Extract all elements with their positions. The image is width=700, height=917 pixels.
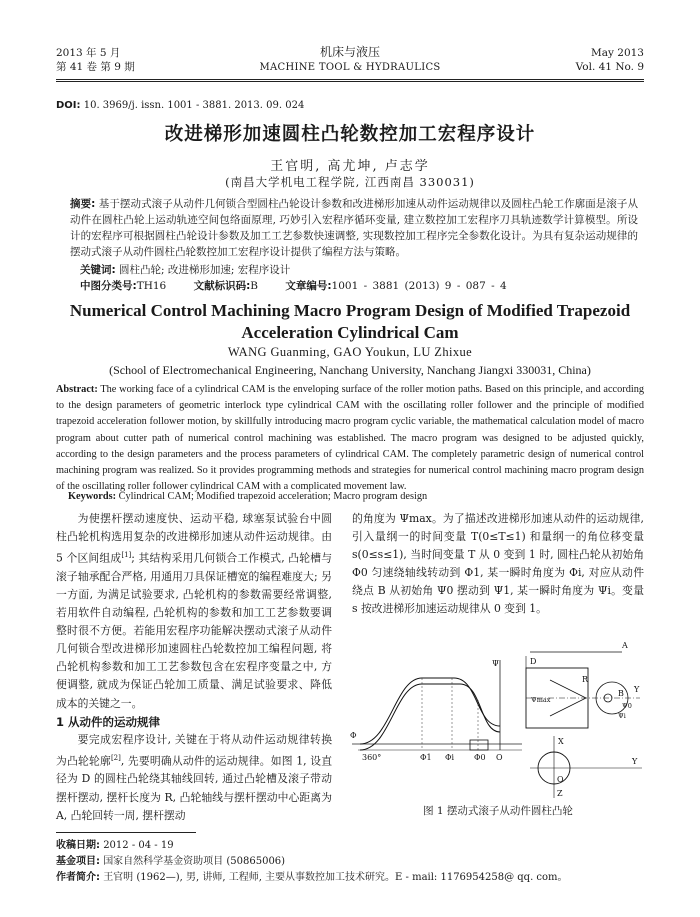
label-Y2: Y — [632, 757, 638, 766]
label-phii: Φi — [445, 753, 455, 762]
paper-title-en-line2: Acceleration Cylindrical Cam — [241, 323, 459, 342]
classification-cn — [80, 278, 529, 293]
received-value: 2012 - 04 - 19 — [103, 840, 174, 851]
clc-value: TH16 — [136, 280, 167, 292]
authors-en: WANG Guanming, GAO Youkun, LU Zhixue — [227, 345, 473, 359]
label-psi0: Ψ0 — [622, 702, 632, 710]
roller-slot — [470, 740, 488, 750]
affiliation-cn: (南昌大学机电工程学院, 江西南昌 330031) — [225, 175, 475, 189]
keywords-cn-text: 圆柱凸轮; 改进梯形加速; 宏程序设计 — [119, 264, 291, 276]
paper-title-en-line1: Numerical Control Machining Macro Program Design of Modified Trapezoid — [69, 301, 631, 320]
author-value: 王官明 (1962—), 男, 讲师, 工程师, 主要从事数控加工技术研究。E - mail: 1176954258@ qq. com。 — [103, 872, 568, 883]
doi-label: DOI: — [56, 100, 81, 111]
paper-title-cn: 改进梯形加速圆柱凸轮数控加工宏程序设计 — [164, 124, 536, 145]
affiliation-en: (School of Electromechanical Engineering, Nanchang University, Nanchang Jiangxi 330031, China) — [109, 363, 591, 377]
motion-curve — [360, 678, 500, 744]
header-rule-thin — [56, 81, 644, 82]
keywords-cn — [80, 262, 290, 277]
body-left-column — [56, 510, 332, 825]
footnote-rule — [56, 832, 196, 833]
label-phi1: Φ1 — [420, 753, 432, 762]
label-Y: Y — [634, 685, 640, 694]
paper-title-en — [0, 300, 700, 344]
section-1-text: 要完成宏程序设计, 关键在于将从动件运动规律转换为凸轮轮廓 — [56, 732, 332, 768]
abstract-en-label: Abstract: — [56, 384, 98, 395]
label-B: B — [618, 689, 624, 698]
label-D: D — [530, 657, 537, 666]
label-phi-axis: Φ — [350, 731, 357, 740]
article-no-label: 文章编号: — [285, 280, 332, 292]
abstract-en-text: The working face of a cylindrical CAM is the enveloping surface of the roller motion paths. Based on this principle, and according to the design parameters of geometric interlock type cylindrical CAM with the oscillating roller follower and the principle of modified trapezoid acceleration follower motion, by skillfully introducing macro program cyclic variable, the mathematical calculation model of macro program about cutter path of numerical control machining was established. The macro program was designed to be adjusted quickly, according to the design parameters and the process parameters of cylindrical CAM. The completely parametric design of numerical control machining program was realized. So it provides programming methods and strategies for numerical control machining macro program design of the oscillating roller follower cylindrical CAM with a complicated movement law. — [56, 384, 644, 493]
footnote-author — [56, 870, 656, 885]
keywords-en-text: Cylindrical CAM; Modified trapezoid acceleration; Macro program design — [118, 491, 428, 502]
body-right-column — [352, 510, 644, 619]
figure-1-caption: 图 1 摆动式滚子从动件圆柱凸轮 — [423, 805, 573, 817]
abstract-cn — [70, 196, 638, 260]
keywords-cn-label: 关键词: — [80, 264, 116, 276]
label-360: 360° — [362, 753, 382, 762]
header-date-en: May 2013 — [590, 47, 644, 59]
header-date: 2013 年 5 月 — [56, 47, 121, 59]
label-X: X — [558, 737, 564, 746]
label-O: O — [496, 753, 503, 762]
right-paragraph: 的角度为 Ψmax。为了描述改进梯形加速从动件的运动规律, 引入量纲一的时间变量 T(0≤T≤1) 和量纲一的角位移变量 s(0≤s≤1), 当时间变量 T 从 0 变到 1 时, 圆柱凸轮从初始角 Φ0 匀速绕轴线转动到 Φ1, 某一瞬时角度为 Φi, 对应从动件绕点 B 从初始角 Ψ0 摆动到 Ψ1, 某一瞬时角度为 Ψi。变量 s 按改进梯形加速运动规律从 0 变到 1。 — [352, 512, 644, 616]
intro-paragraph — [56, 510, 332, 713]
label-psi: Ψ — [492, 659, 500, 668]
author-label: 作者简介: — [56, 872, 100, 883]
footnote-fund — [56, 854, 656, 869]
keywords-en-label: Keywords: — [68, 491, 117, 502]
doi-value: 10. 3969/j. issn. 1001 - 3881. 2013. 09. 024 — [83, 100, 305, 111]
label-phi0: Φ0 — [474, 753, 486, 762]
keywords-en — [68, 491, 427, 502]
doc-code-value: B — [250, 280, 258, 292]
label-R: R — [582, 675, 589, 684]
header-rule — [56, 79, 644, 80]
fund-value: 国家自然科学基金资助项目 (50865006) — [103, 856, 286, 867]
section-1-heading: 1 从动件的运动规律 — [56, 714, 161, 729]
header-volume-en: Vol. 41 No. 9 — [575, 61, 644, 73]
abstract-cn-label: 摘要: — [70, 198, 96, 210]
journal-name-en: MACHINE TOOL & HYDRAULICS — [259, 62, 441, 73]
section-1-text-rest: , 先要明确从动件的运动规律。如图 1, 设直径为 D 的圆柱凸轮绕其轴线回转, 通过凸轮槽及滚子带动摆杆摆动, 摆杆长度为 R, 凸轮轴线与摆杆摆动中心距离为 A, 凸轮回转一周, 摆杆摆动 — [56, 754, 333, 822]
abstract-cn-text: 基于摆动式滚子从动件几何锁合型圆柱凸轮设计参数和改进梯形加速从动件运动规律以及圆柱凸轮工作廓面是滚子从动件在圆柱凸轮上运动轨迹空间包络面原理, 巧妙引入宏程序循环变量, 建立数控加工宏程序刀具轨迹数学计算模型。所设计的宏程序可根据圆柱凸轮设计参数及加工工艺参数快速调整, 实现数控加工程序完全参数化设计。为具有复杂运动规律的摆动式滚子从动件圆柱凸轮数控加工宏程序设计提供了编程方法与策略。 — [70, 198, 639, 258]
article-no-value: 1001 - 3881 (2013) 9 - 087 - 4 — [331, 280, 507, 292]
label-A: A — [622, 641, 628, 650]
footnote-received — [56, 838, 656, 853]
doi — [56, 100, 304, 111]
label-psii: Ψi — [618, 712, 626, 720]
doc-code-label: 文献标识码: — [193, 280, 251, 292]
label-psimax: Ψmax — [531, 696, 551, 704]
intro-text: 为使摆杆摆动速度快、运动平稳, 球塞泵试验台中圆柱凸轮机构选用复杂的改进梯形加速从动件运动规律。由 5 个区间组成 — [56, 512, 332, 565]
citation-2[interactable]: [2] — [110, 753, 121, 762]
header-volume: 第 41 卷 第 9 期 — [56, 61, 135, 73]
label-Z: Z — [557, 789, 563, 798]
intro-text-rest: ; 其结构采用几何锁合工作模式, 凸轮槽与滚子轴承配合严格, 用通用刀具保证槽宽的编程难度大; 另一方面, 为满足试验要求, 凸轮机构的参数需要经常调整, 若用软件自动编程, 凸轮机构的参数和加工工艺参数要调整时很不方便。若能用宏程序功能解决摆动式滚子从动件几何锁合型改进梯形加速圆柱凸轮数控加工编程问题, 将凸轮机构参数和加工工艺参数包含在宏程序变量之中, 方便调整, 就成为保证凸轮加工质量、满足试验要求、降低成本的关键之一。 — [56, 551, 332, 710]
header-issue-info-en — [576, 46, 644, 74]
received-label: 收稿日期: — [56, 840, 100, 851]
fund-label: 基金项目: — [56, 856, 100, 867]
clc-label: 中图分类号: — [80, 280, 137, 292]
label-O2: O — [557, 775, 564, 784]
authors-cn: 王官明, 高尤坤, 卢志学 — [270, 159, 430, 174]
figure-1-diagram — [350, 640, 644, 800]
section-1-paragraph — [56, 731, 332, 825]
abstract-en — [56, 382, 644, 495]
citation-1[interactable]: [1] — [121, 551, 132, 560]
journal-name-cn: 机床与液压 — [319, 45, 380, 59]
